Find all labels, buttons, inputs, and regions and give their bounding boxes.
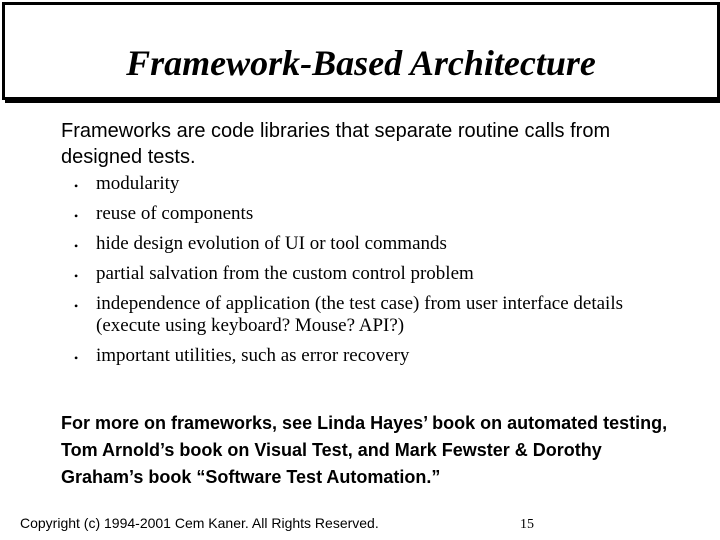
bullet-text: partial salvation from the custom control problem	[96, 263, 474, 284]
bullet-dot-icon: •	[74, 239, 79, 253]
bullet-item	[74, 203, 674, 225]
bullet-item	[74, 293, 674, 337]
bullet-dot-icon: •	[74, 209, 79, 223]
bullet-list	[74, 173, 674, 375]
bullet-item	[74, 173, 674, 195]
title-box	[2, 2, 720, 100]
bullet-text: independence of application (the test case) from user interface details (execute using keyboard? Mouse? API?)	[96, 293, 624, 336]
bullet-dot-icon: •	[74, 179, 79, 193]
bullet-text: reuse of components	[96, 203, 254, 224]
bullet-text: modularity	[96, 173, 180, 194]
bullet-item	[74, 345, 674, 367]
page-number: 15	[520, 517, 534, 532]
copyright-notice: Copyright (c) 1994-2001 Cem Kaner. All Rights Reserved.	[20, 515, 379, 531]
bullet-item	[74, 263, 674, 285]
bullet-dot-icon: •	[74, 269, 79, 283]
bullet-dot-icon: •	[74, 299, 79, 313]
references-text: For more on frameworks, see Linda Hayes’ book on automated testing, Tom Arnold’s book on Visual Test, and Mark Fewster & Dorothy Graham’s book “Software Test Automation.”	[61, 413, 668, 487]
intro-text: Frameworks are code libraries that separate routine calls from designed tests.	[61, 120, 611, 168]
bullet-dot-icon: •	[74, 351, 79, 365]
slide-title: Framework-Based Architecture	[126, 43, 596, 83]
bullet-text: hide design evolution of UI or tool commands	[96, 233, 447, 254]
bullet-item	[74, 233, 674, 255]
bullet-text: important utilities, such as error recovery	[96, 345, 410, 366]
